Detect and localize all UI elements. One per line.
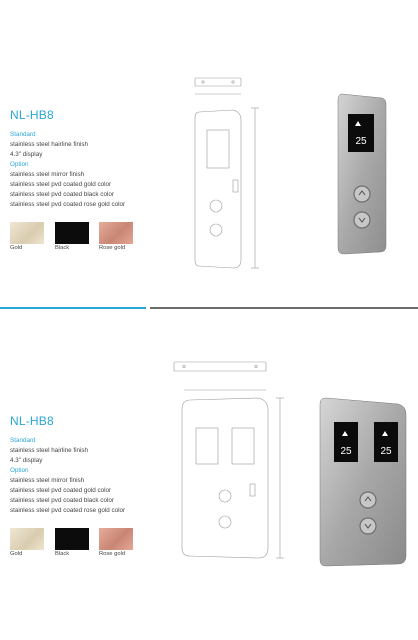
option-item: stainless steel pvd coated rose gold color bbox=[10, 201, 126, 208]
swatch-label: Black bbox=[55, 551, 70, 557]
swatch-label: Gold bbox=[10, 551, 23, 557]
standard-item: stainless steel hairline finish bbox=[10, 447, 89, 454]
technical-drawing bbox=[168, 358, 290, 568]
standard-item: stainless steel hairline finish bbox=[10, 141, 89, 148]
swatch-label: Gold bbox=[10, 245, 23, 251]
standard-heading: Standard bbox=[10, 437, 36, 444]
model-title: NL-HB8 bbox=[10, 414, 54, 428]
technical-drawing bbox=[185, 72, 265, 282]
option-item: stainless steel pvd coated gold color bbox=[10, 181, 112, 188]
swatch-black bbox=[55, 528, 89, 550]
option-item: stainless steel pvd coated rose gold color bbox=[10, 507, 126, 514]
down-call-button bbox=[354, 212, 370, 228]
swatch-gold bbox=[10, 528, 44, 550]
option-heading: Option bbox=[10, 467, 29, 474]
option-item: stainless steel pvd coated black color bbox=[10, 191, 114, 198]
swatch-label: Rose gold bbox=[99, 551, 126, 557]
swatch-black bbox=[55, 222, 89, 244]
option-item: stainless steel mirror finish bbox=[10, 477, 85, 484]
product-photo bbox=[336, 92, 388, 256]
standard-heading: Standard bbox=[10, 131, 36, 138]
swatch-label: Black bbox=[55, 245, 70, 251]
up-call-button bbox=[354, 186, 370, 202]
up-call-button bbox=[360, 492, 376, 508]
product-section-1 bbox=[0, 0, 418, 305]
option-item: stainless steel pvd coated gold color bbox=[10, 487, 112, 494]
down-call-button bbox=[360, 518, 376, 534]
standard-item: 4.3" display bbox=[10, 457, 43, 464]
floor-indicator: 25 bbox=[355, 136, 367, 147]
divider-gray bbox=[150, 307, 418, 309]
product-photo bbox=[318, 396, 410, 568]
floor-indicator: 25 bbox=[380, 446, 392, 457]
floor-indicator: 25 bbox=[340, 446, 352, 457]
swatch-label: Rose gold bbox=[99, 245, 126, 251]
swatch-rose-gold bbox=[99, 222, 133, 244]
option-heading: Option bbox=[10, 161, 29, 168]
model-title: NL-HB8 bbox=[10, 108, 54, 122]
swatch-gold bbox=[10, 222, 44, 244]
option-item: stainless steel pvd coated black color bbox=[10, 497, 114, 504]
standard-item: 4.3" display bbox=[10, 151, 43, 158]
divider-blue bbox=[0, 307, 146, 309]
product-section-2 bbox=[0, 312, 418, 640]
swatch-rose-gold bbox=[99, 528, 133, 550]
spec-list bbox=[10, 130, 125, 210]
option-item: stainless steel mirror finish bbox=[10, 171, 85, 178]
spec-list bbox=[10, 436, 125, 516]
